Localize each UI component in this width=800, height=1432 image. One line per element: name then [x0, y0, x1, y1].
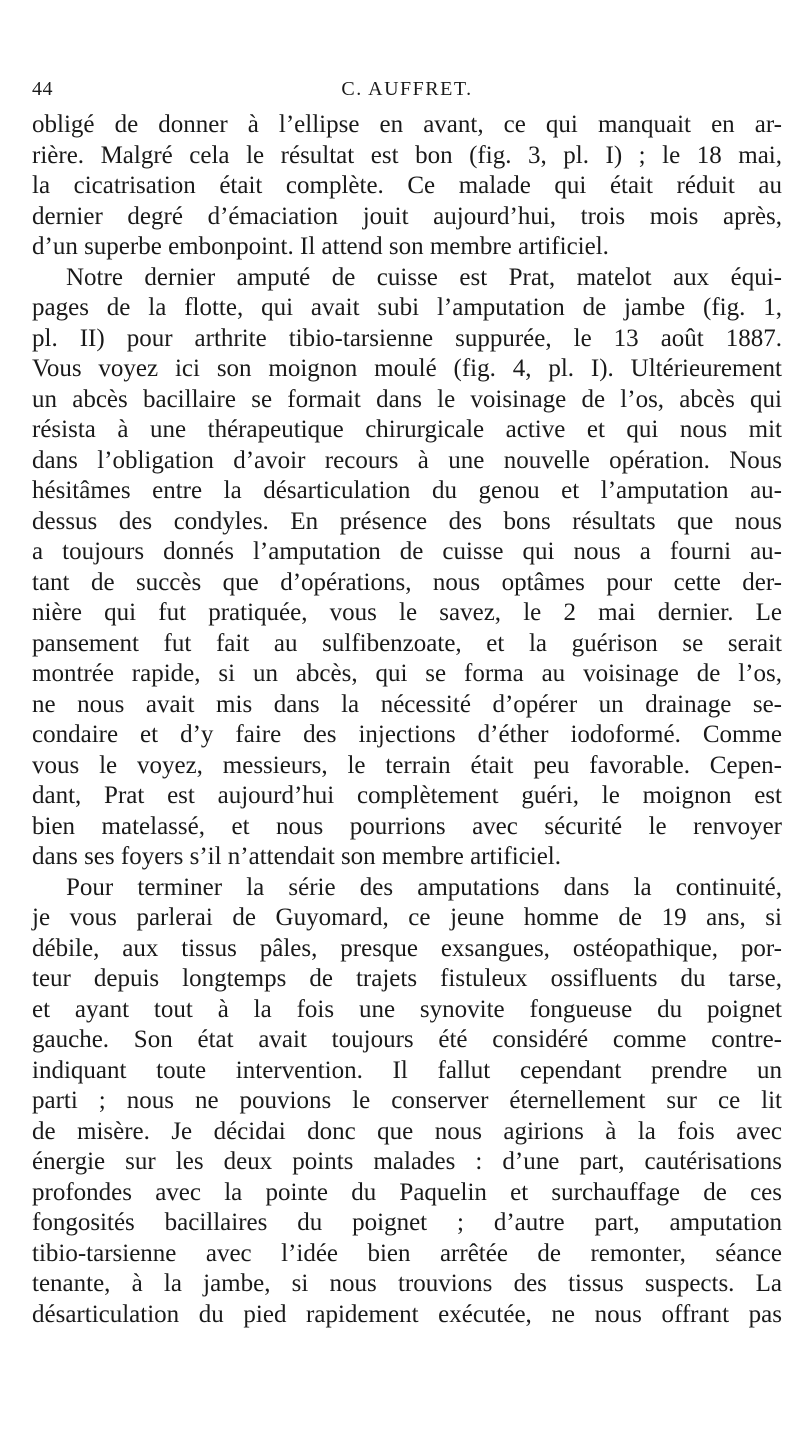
text-line: de misère. Je décidai donc que nous agirions à la fois avec: [32, 1117, 782, 1145]
text-line: un abcès bacillaire se formait dans le voisinage de l’os, abcès qui: [32, 385, 782, 413]
text-line: fongosités bacillaires du poignet ; d’autre part, amputation: [32, 1209, 782, 1236]
text-line: dessus des condyles. En présence des bons résultats que nous: [32, 507, 782, 535]
paragraph: [32, 873, 782, 1331]
text-line: désarticulation du pied rapidement exécutée, ne nous offrant pas: [32, 1300, 782, 1328]
text-line: parti ; nous ne pouvions le conserver éternellement sur ce lit: [32, 1087, 782, 1114]
text-line: dernier degré d’émaciation jouit aujourd’hui, trois mois après,: [32, 202, 782, 230]
text-line: pansement fut fait au sulfibenzoate, et la guérison se serait: [32, 629, 782, 657]
text-line: je vous parlerai de Guyomard, ce jeune homme de 19 ans, si: [32, 904, 782, 931]
text-line: bien matelassé, et nous pourrions avec sécurité le renvoyer: [32, 812, 782, 840]
text-line: Notre dernier amputé de cuisse est Prat, matelot aux équi-: [66, 263, 782, 291]
text-line: dant, Prat est aujourd’hui complètement guéri, le moignon est: [32, 782, 782, 809]
text-line: nière qui fut pratiquée, vous le savez, le 2 mai dernier. Le: [32, 599, 782, 626]
text-line: débile, aux tissus pâles, presque exsangues, ostéopathique, por-: [32, 934, 782, 962]
text-line: tenante, à la jambe, si nous trouvions des tissus suspects. La: [32, 1270, 782, 1297]
text-line: profondes avec la pointe du Paquelin et surchauffage de ces: [32, 1178, 782, 1206]
book-page: [32, 0, 782, 1432]
text-line: pages de la flotte, qui avait subi l’amputation de jambe (fig. 1,: [32, 294, 782, 321]
text-line: résista à une thérapeutique chirurgicale active et qui nous mit: [32, 416, 782, 443]
text-line: rière. Malgré cela le résultat est bon (fig. 3, pl. I) ; le 18 mai,: [32, 141, 782, 169]
text-line: la cicatrisation était complète. Ce malade qui était réduit au: [32, 172, 782, 199]
text-line: tant de succès que d’opérations, nous optâmes pour cette der-: [32, 568, 782, 596]
text-line: d’un superbe embonpoint. Il attend son membre artificiel.: [32, 233, 609, 260]
page-number: 44: [32, 78, 53, 100]
text-line: hésitâmes entre la désarticulation du genou et l’amputation au-: [32, 477, 782, 504]
body-text: [32, 110, 782, 1330]
text-line: teur depuis longtemps de trajets fistuleux ossifluents du tarse,: [32, 965, 782, 992]
text-line: obligé de donner à l’ellipse en avant, ce qui manquait en ar-: [32, 111, 782, 138]
text-line: ne nous avait mis dans la nécessité d’opérer un drainage se-: [32, 690, 782, 718]
text-line: Vous voyez ici son moignon moulé (fig. 4, pl. I). Ultérieurement: [32, 355, 782, 382]
text-line: pl. II) pour arthrite tibio-tarsienne suppurée, le 13 août 1887.: [32, 324, 782, 352]
paragraph: [32, 263, 782, 873]
running-title: C. AUFFRET.: [341, 78, 473, 100]
paragraph: [32, 110, 782, 263]
text-line: vous le voyez, messieurs, le terrain était peu favorable. Cepen-: [32, 751, 782, 779]
text-line: et ayant tout à la fois une synovite fongueuse du poignet: [32, 995, 782, 1023]
text-line: Pour terminer la série des amputations dans la continuité,: [66, 873, 782, 901]
text-line: dans ses foyers s’il n’attendait son membre artificiel.: [32, 843, 562, 870]
text-line: a toujours donnés l’amputation de cuisse qui nous a fourni au-: [32, 538, 782, 565]
text-line: indiquant toute intervention. Il fallut cependant prendre un: [32, 1056, 782, 1084]
text-line: tibio-tarsienne avec l’idée bien arrêtée de remonter, séance: [32, 1239, 782, 1267]
text-line: dans l’obligation d’avoir recours à une nouvelle opération. Nous: [32, 446, 782, 474]
text-line: montrée rapide, si un abcès, qui se forma au voisinage de l’os,: [32, 660, 782, 687]
text-line: énergie sur les deux points malades : d’une part, cautérisations: [32, 1148, 782, 1175]
text-line: condaire et d’y faire des injections d’éther iodoformé. Comme: [32, 721, 782, 748]
text-line: gauche. Son état avait toujours été considéré comme contre-: [32, 1026, 782, 1053]
running-head: [32, 78, 782, 104]
